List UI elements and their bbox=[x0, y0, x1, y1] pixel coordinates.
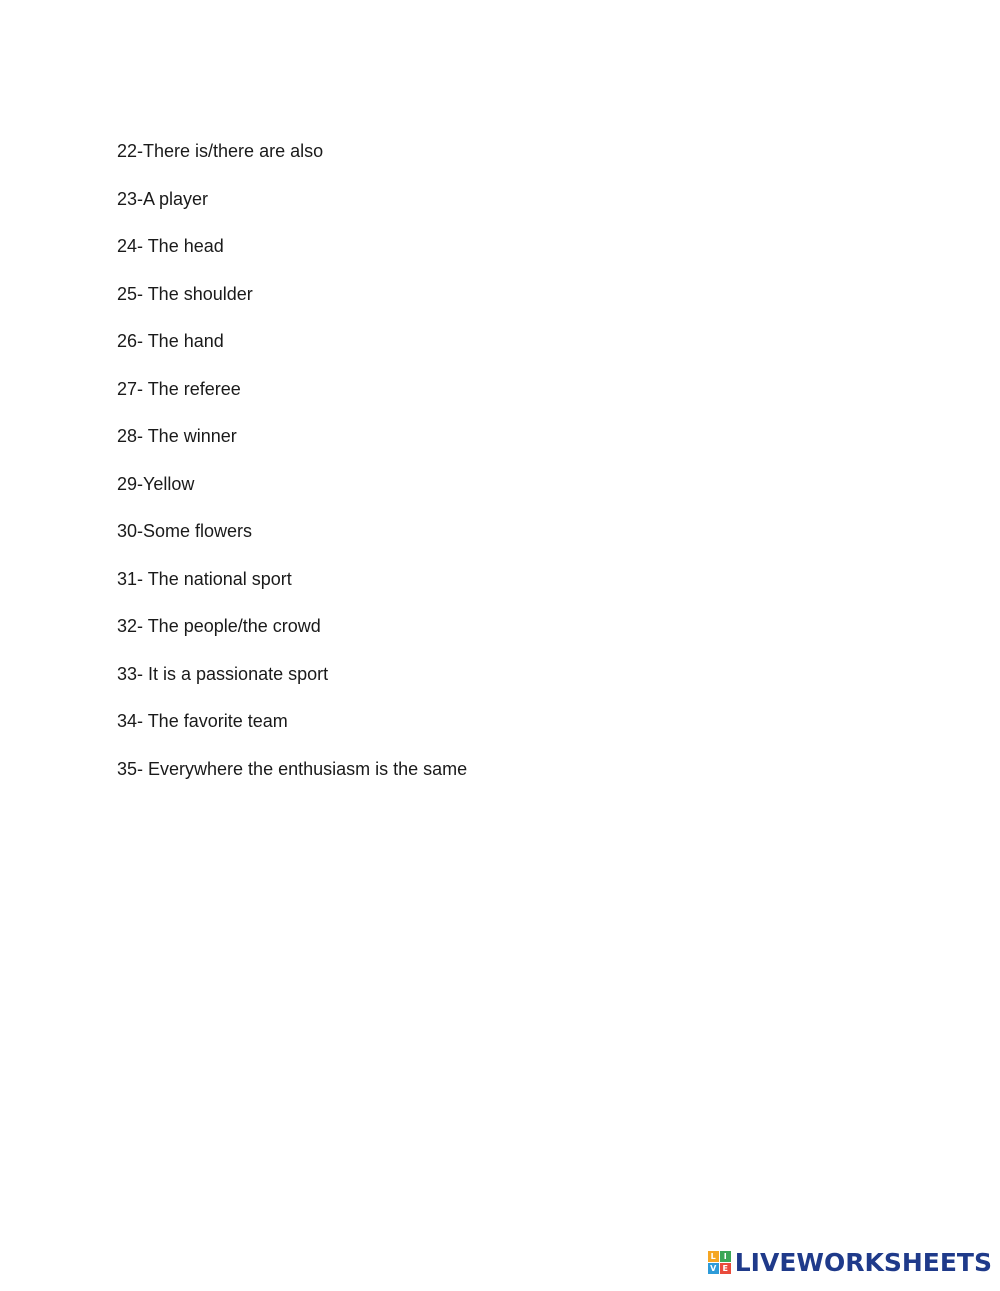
liveworksheets-logo-icon bbox=[708, 1251, 731, 1274]
list-item: 35- Everywhere the enthusiasm is the same bbox=[117, 758, 468, 779]
logo-tile: V bbox=[708, 1263, 719, 1274]
list-item: 26- The hand bbox=[117, 331, 224, 351]
list-item: 29-Yellow bbox=[117, 473, 195, 494]
list-item: 27- The referee bbox=[117, 378, 241, 399]
vocabulary-list bbox=[117, 140, 467, 805]
logo-tile: L bbox=[708, 1251, 719, 1262]
list-item: 25- The shoulder bbox=[117, 283, 253, 304]
list-item: 30-Some flowers bbox=[117, 521, 253, 541]
list-item: 23-A player bbox=[117, 188, 209, 209]
liveworksheets-brand bbox=[708, 1250, 992, 1275]
list-item: 32- The people/the crowd bbox=[117, 616, 321, 636]
list-item: 22-There is/there are also bbox=[117, 141, 324, 161]
brand-name: LIVEWORKSHEETS bbox=[734, 1248, 992, 1277]
list-item: 28- The winner bbox=[117, 426, 237, 446]
logo-tile: E bbox=[720, 1263, 731, 1274]
logo-tile: I bbox=[720, 1251, 731, 1262]
list-item: 34- The favorite team bbox=[117, 711, 288, 731]
list-item: 33- It is a passionate sport bbox=[117, 663, 329, 684]
list-item: 31- The national sport bbox=[117, 568, 292, 589]
list-item: 24- The head bbox=[117, 236, 224, 256]
